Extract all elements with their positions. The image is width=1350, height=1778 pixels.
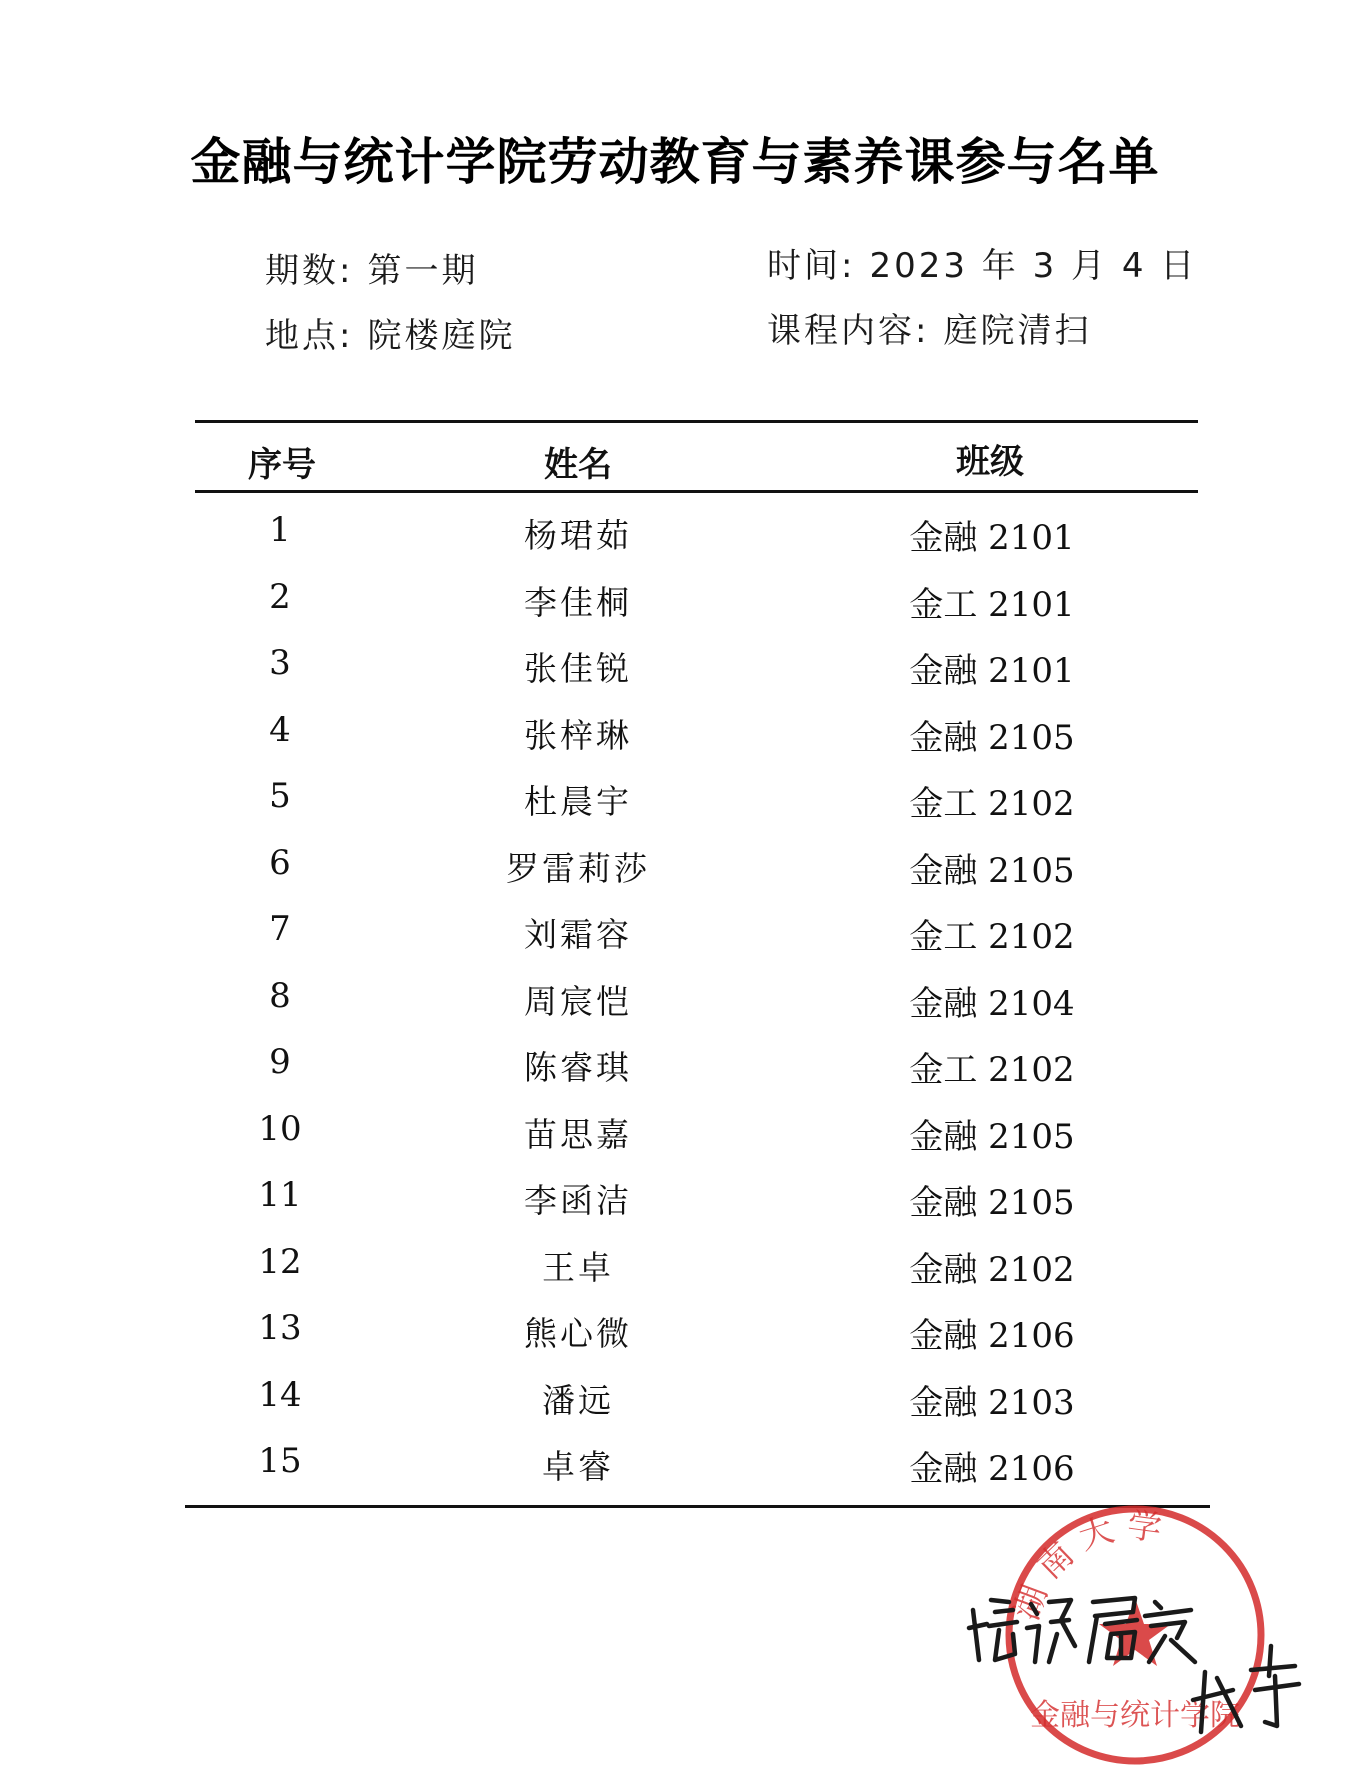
header-name: 姓名 (544, 445, 612, 485)
cell-number: 6 (269, 842, 291, 883)
cell-class: 金融 2105 (909, 1183, 1075, 1223)
cell-name: 苗思嘉 (524, 1114, 632, 1154)
table-row (0, 1109, 1350, 1169)
date-value: 2023 年 3 月 4 日 (869, 246, 1198, 286)
table-row (0, 1242, 1350, 1302)
cell-name: 熊心微 (524, 1314, 632, 1353)
header-number: 序号 (248, 445, 316, 485)
seal-arc-text: 湖南大学 (1006, 1505, 1174, 1626)
cell-number: 4 (269, 709, 291, 750)
cell-class: 金工 2102 (909, 1050, 1075, 1090)
cell-name: 刘霜容 (524, 915, 632, 954)
table-row (0, 776, 1350, 836)
table-row (0, 1308, 1350, 1368)
cell-name: 张梓琳 (524, 715, 632, 755)
course-field (767, 303, 1091, 352)
table-row (0, 1175, 1350, 1235)
cell-name: 陈睿琪 (524, 1048, 632, 1087)
date-field (767, 238, 1197, 287)
cell-number: 1 (269, 510, 291, 550)
cell-number: 11 (258, 1175, 302, 1215)
place-field (265, 308, 515, 357)
table-row (0, 976, 1350, 1036)
date-label: 时间: (767, 246, 856, 286)
cell-name: 李佳桐 (524, 582, 632, 622)
cell-number: 2 (269, 576, 291, 617)
cell-class: 金融 2106 (909, 1316, 1075, 1356)
issue-label: 期数: (265, 251, 354, 291)
cell-class: 金融 2105 (909, 1116, 1075, 1157)
table-row (0, 1441, 1350, 1501)
cell-class: 金融 2101 (909, 518, 1075, 558)
table-top-rule (195, 420, 1198, 423)
cell-class: 金工 2102 (909, 917, 1075, 957)
cell-class: 金融 2101 (909, 651, 1075, 691)
cell-class: 金融 2105 (909, 717, 1075, 758)
place-label: 地点: (265, 316, 354, 356)
cell-class: 金融 2102 (909, 1249, 1075, 1290)
cell-class: 金工 2102 (909, 784, 1075, 824)
table-row (0, 843, 1350, 903)
table-row (0, 909, 1350, 969)
cell-number: 5 (269, 776, 291, 816)
cell-number: 7 (269, 909, 291, 949)
handwritten-signature (965, 1550, 1325, 1750)
table-header-rule (195, 490, 1198, 493)
cell-name: 杨珺茹 (524, 516, 632, 555)
cell-class: 金融 2103 (909, 1382, 1075, 1423)
cell-name: 张佳锐 (524, 649, 632, 688)
cell-number: 9 (269, 1042, 291, 1082)
cell-name: 周宸恺 (524, 981, 632, 1021)
cell-name: 潘远 (542, 1380, 614, 1420)
table-row (0, 643, 1350, 703)
cell-number: 3 (269, 643, 291, 683)
cell-class: 金融 2106 (909, 1449, 1075, 1489)
cell-class: 金融 2104 (909, 983, 1075, 1024)
place-value: 院楼庭院 (367, 316, 516, 356)
cell-number: 8 (269, 975, 291, 1016)
cell-number: 12 (258, 1241, 302, 1282)
course-label: 课程内容: (767, 311, 930, 351)
cell-class: 金融 2105 (909, 850, 1075, 891)
cell-number: 14 (258, 1374, 302, 1415)
document-title: 金融与统计学院劳动教育与素养课参与名单 (190, 133, 1160, 191)
table-row (0, 577, 1350, 637)
cell-name: 罗雷莉莎 (506, 848, 650, 888)
header-class: 班级 (956, 442, 1024, 482)
issue-value: 第一期 (367, 251, 479, 291)
issue-field (265, 243, 478, 292)
seal-bottom-text: 金融与统计学院 (1030, 1698, 1240, 1733)
table-row (0, 1375, 1350, 1435)
cell-name: 杜晨宇 (524, 782, 632, 821)
cell-class: 金工 2101 (909, 584, 1075, 625)
cell-number: 13 (258, 1308, 302, 1348)
cell-name: 卓睿 (542, 1447, 614, 1486)
table-row (0, 1042, 1350, 1102)
cell-name: 王卓 (542, 1247, 614, 1287)
cell-number: 15 (258, 1441, 302, 1481)
table-row (0, 710, 1350, 770)
cell-name: 李函洁 (524, 1181, 632, 1220)
cell-number: 10 (258, 1108, 302, 1149)
course-value: 庭院清扫 (943, 311, 1092, 351)
table-row (0, 510, 1350, 570)
